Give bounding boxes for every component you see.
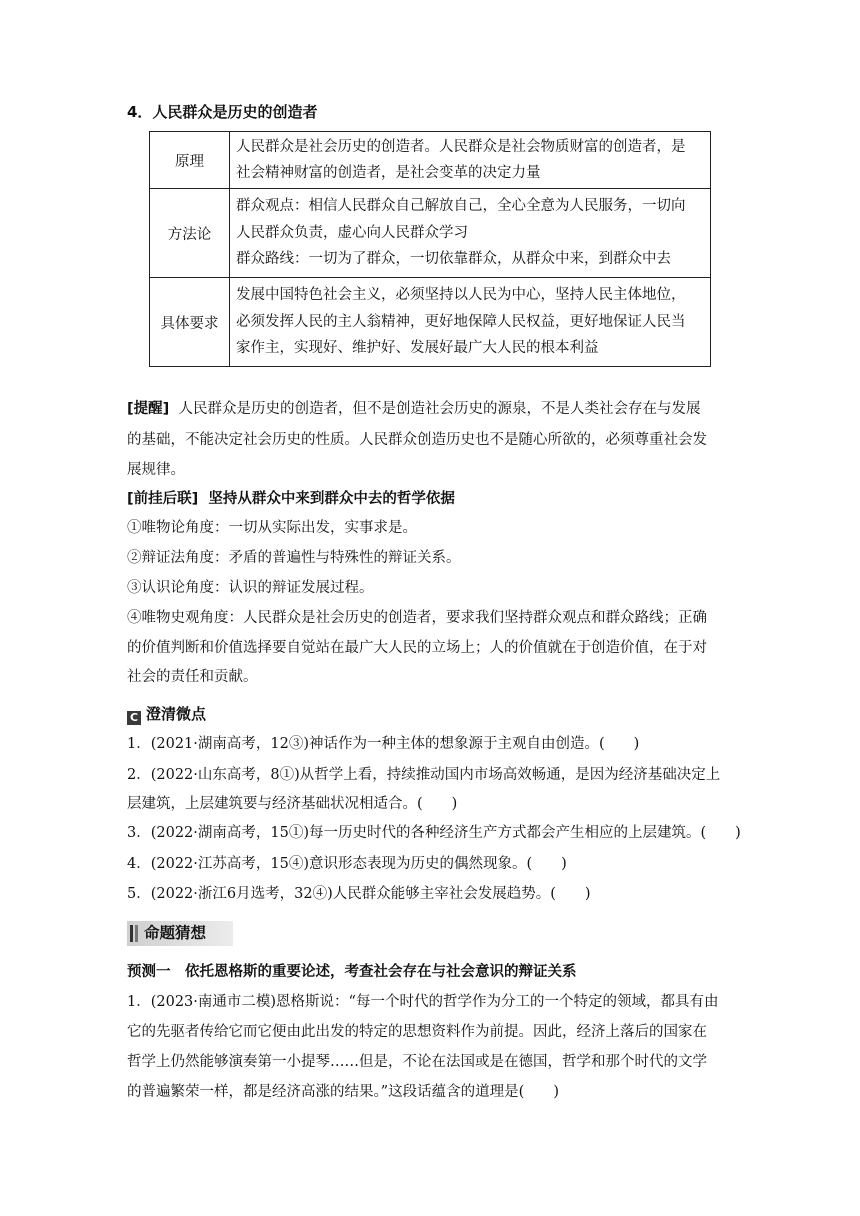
row-content — [230, 132, 711, 189]
tip-line: 展规律。 — [127, 462, 185, 478]
prediction-subtitle: 预测一 依托恩格斯的重要论述，考查社会存在与社会意识的辩证关系 — [127, 964, 577, 980]
clarify-item: 层建筑，上层建筑要与经济基础状况相适合。( ) — [127, 796, 458, 812]
row-line: 社会精神财富的创造者，是社会变革的决定力量 — [236, 165, 541, 181]
principle-table — [149, 131, 711, 367]
clarify-item: 2．(2022·山东高考，8①)从哲学上看，持续推动国内市场高效畅通，是因为经济基础决定上 — [127, 767, 721, 783]
link-heading — [127, 489, 455, 509]
tip-line: 的基础，不能决定社会历史的性质。人民群众创造历史也不是随心所欲的，必须尊重社会发 — [127, 432, 707, 448]
row-line: 家作主，实现好、维护好、发展好最广大人民的根本利益 — [236, 340, 599, 357]
section-banner — [127, 921, 233, 946]
clarify-title: 澄清微点 — [146, 705, 207, 723]
banner-bar-icon — [130, 925, 133, 942]
link-label: [前挂后联] — [127, 491, 199, 507]
question-line: 的普遍繁荣一样，都是经济高涨的结果。”这段话蕴含的道理是( ) — [127, 1084, 559, 1100]
clarify-item: 1．(2021·湖南高考，12③)神话作为一种主体的想象源于主观自由创造。( ) — [127, 736, 640, 752]
row-content — [230, 278, 711, 367]
clarify-icon: C — [127, 711, 141, 725]
link-item: ③认识论角度：认识的辩证发展过程。 — [127, 580, 374, 596]
row-label: 具体要求 — [150, 278, 230, 367]
link-item: ①唯物论角度：一切从实际出发，实事求是。 — [127, 520, 417, 536]
banner-bar-icon — [135, 925, 138, 942]
tip-label: [提醒] — [127, 401, 170, 417]
link-item: 的价值判断和价值选择要自觉站在最广大人民的立场上；人的价值就在于创造价值，在于对 — [127, 640, 707, 656]
row-line: 群众观点：相信人民群众自己解放自己，全心全意为人民服务，一切向 — [236, 198, 686, 215]
tip-text: 人民群众是历史的创造者，但不是创造社会历史的源泉，不是人类社会存在与发展 — [178, 401, 701, 417]
row-label: 方法论 — [150, 189, 230, 278]
clarify-item: 3．(2022·湖南高考，15①)每一历史时代的各种经济生产方式都会产生相应的上层建筑。( ) — [127, 825, 741, 841]
link-item: 社会的责任和贡献。 — [127, 669, 258, 685]
clarify-item: 5．(2022·浙江6月选考，32④)人民群众能够主宰社会发展趋势。( ) — [127, 886, 591, 902]
question-line: 它的先驱者传给它而它便由此出发的特定的思想资料作为前提。因此，经济上落后的国家在 — [127, 1024, 707, 1040]
row-line: 人民群众负责，虚心向人民群众学习 — [236, 224, 468, 241]
table-row — [150, 189, 711, 278]
row-line: 必须发挥人民的主人翁精神，更好地保障人民权益，更好地保证人民当 — [236, 313, 686, 330]
banner-title: 命题猜想 — [144, 924, 207, 942]
clarify-item: 4．(2022·江苏高考，15④)意识形态表现为历史的偶然现象。( ) — [127, 856, 567, 872]
link-item: ②辩证法角度：矛盾的普遍性与特殊性的辩证关系。 — [127, 550, 461, 566]
row-line: 发展中国特色社会主义，必须坚持以人民为中心，坚持人民主体地位， — [236, 287, 686, 304]
question-line: 哲学上仍然能够演奏第一小提琴……但是，不论在法国或是在德国，哲学和那个时代的文学 — [127, 1054, 707, 1070]
table-row — [150, 278, 711, 367]
row-line: 人民群众是社会历史的创造者。人民群众是社会物质财富的创造者，是 — [236, 138, 686, 155]
tip-line — [127, 399, 700, 419]
link-title: 坚持从群众中来到群众中去的哲学依据 — [208, 491, 455, 507]
clarify-heading — [127, 704, 206, 725]
row-line: 群众路线：一切为了群众，一切依靠群众，从群众中来，到群众中去 — [236, 251, 671, 268]
row-content — [230, 189, 711, 278]
question-line: 1．(2023·南通市二模)恩格斯说：“每一个时代的哲学作为分工的一个特定的领域，都具有由 — [127, 994, 719, 1010]
row-label: 原理 — [150, 132, 230, 189]
table-row — [150, 132, 711, 189]
link-item: ④唯物史观角度：人民群众是社会历史的创造者，要求我们坚持群众观点和群众路线；正确 — [127, 610, 707, 626]
section-heading: 4．人民群众是历史的创造者 — [127, 103, 318, 121]
